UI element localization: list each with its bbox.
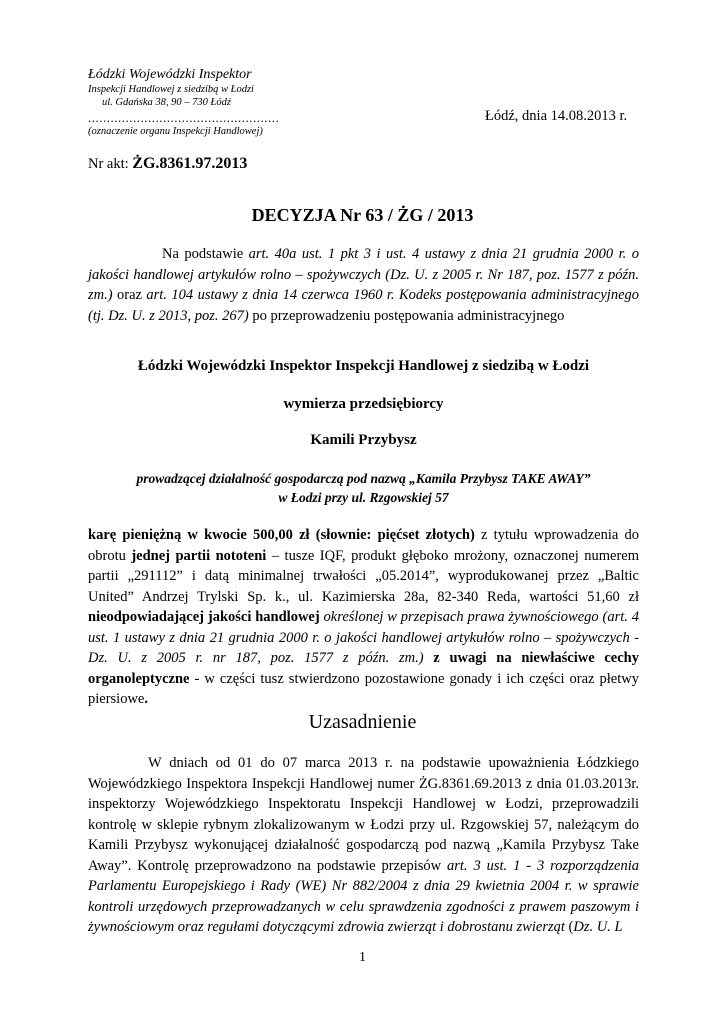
justification-text-1: W dniach od 01 do 07 marca 2013 r. na podstawie upoważnienia Łódzkiego Wojewódzkiego Inspektora Inspekcji Handlowej numer ŻG.8361.69.2013 z dnia 01.03.2013r. inspektorzy Wojewódzkiego Inspektoratu Inspekcji Handlowej w Łodzi, przeprowadzili kontrolę w sklepie rybnym zlokalizowanym w Łodzi przy ul. Rzgowskiej 57, należącym do Kamili Przybysz wykonującej działalność gospodarczą pod nazwą „Kamila Przybysz Take Away”. Kontrolę przeprowadzono na podstawie przepisów bbox=[88, 755, 639, 874]
penalty-period: . bbox=[144, 691, 148, 707]
penalty-text-2: – tusze IQF, produkt głęboko mrożony, oznaczonej numerem partii „291112” i datą minimalnej trwałości „05.2014”, wyprodukowanej przez „Baltic United” Andrzej Trylski Sp. k., ul. Kazimierska 28a, 82-340 Reda, wartości 51,60 zł bbox=[88, 547, 640, 605]
org-name-line1: Łódzki Wojewódzki Inspektor bbox=[88, 67, 252, 82]
page-number: 1 bbox=[359, 950, 366, 965]
intro-text-3: po przeprowadzeniu postępowania administracyjnego bbox=[248, 307, 565, 324]
penalty-amount: karę pieniężną w kwocie 500,00 zł (słownie: pięćset złotych) bbox=[88, 527, 475, 543]
justification-journal-ref: Dz. U. L bbox=[573, 919, 623, 935]
case-number-label: Nr akt: bbox=[88, 156, 133, 172]
intro-text-1: Na podstawie bbox=[162, 246, 249, 262]
penalty-quality: nieodpowiadającej jakości handlowej bbox=[88, 609, 320, 625]
person-name: Kamili Przybysz bbox=[310, 432, 417, 448]
org-signature-dots: ................................................... bbox=[88, 110, 280, 125]
justification-legal-basis: art. 3 ust. 1 - 3 rozporządzenia Parlamentu Europejskiego i Rady (WE) Nr 882/2004 z dnia 29 kwietnia 2004 r. w sprawie kontroli urzędowych przeprowadzanych w celu sprawdzenia zgodności z prawem paszowym i żywnościowym oraz regułami dotyczącymi zdrowia zwierząt i dobrostanu zwierząt bbox=[88, 857, 639, 935]
intro-text-2: oraz bbox=[112, 287, 147, 303]
business-address: w Łodzi przy ul. Rzgowskiej 57 bbox=[278, 490, 449, 505]
penalty-text-3: - w części tusz stwierdzono pozostawione gonady i ich części oraz płetwy piersiowe bbox=[88, 670, 639, 707]
org-address: ul. Gdańska 38, 90 – 730 Łódź bbox=[102, 97, 231, 108]
org-caption: (oznaczenie organu Inspekcji Handlowej) bbox=[88, 126, 263, 137]
penalty-paragraph bbox=[88, 525, 639, 710]
intro-legal-basis-1: art. 40a ust. 1 pkt 3 i ust. 4 ustawy z dnia 21 grudnia 2000 r. o jakości handlowej artykułów rolno – spożywczych (Dz. U. z 2005 r. Nr 187, poz. 1577 z późn. zm.) bbox=[88, 246, 639, 303]
business-name: prowadzącej działalność gospodarczą pod nazwą „Kamila Przybysz TAKE AWAY” bbox=[136, 471, 591, 486]
case-number bbox=[88, 155, 247, 173]
justification-paragraph bbox=[88, 753, 639, 938]
penalty-product: jednej partii nototeni bbox=[131, 547, 267, 564]
penalty-reason: z uwagi na niewłaściwe cechy organoleptyczne bbox=[88, 650, 639, 687]
justification-heading: Uzasadnienie bbox=[308, 711, 417, 733]
justification-text-2: ( bbox=[564, 919, 574, 935]
penalty-legal-basis: określonej w przepisach prawa żywnościowego (art. 4 ust. 1 ustawy z dnia 21 grudnia 2000 r. o jakości handlowej artykułów rolno – spożywczych - Dz. U. z 2005 r. nr 187, poz. 1577 z późn. zm.) bbox=[88, 609, 639, 666]
intro-paragraph bbox=[88, 244, 639, 326]
document-date: Łódź, dnia 14.08.2013 r. bbox=[485, 108, 628, 124]
org-name-line2: Inspekcji Handlowej z siedzibą w Łodzi bbox=[88, 84, 254, 95]
imposes-heading: wymierza przedsiębiorcy bbox=[283, 396, 444, 412]
case-number-value: ŻG.8361.97.2013 bbox=[132, 155, 248, 172]
decision-title: DECYZJA Nr 63 / ŻG / 2013 bbox=[251, 205, 474, 225]
authority-heading: Łódzki Wojewódzki Inspektor Inspekcji Handlowej z siedzibą w Łodzi bbox=[137, 358, 590, 374]
penalty-text-1: z tytułu wprowadzenia do obrotu bbox=[88, 527, 639, 564]
intro-legal-basis-2: art. 104 ustawy z dnia 14 czerwca 1960 r. Kodeks postępowania administracyjnego (tj. Dz. U. z 2013, poz. 267) bbox=[88, 287, 640, 324]
